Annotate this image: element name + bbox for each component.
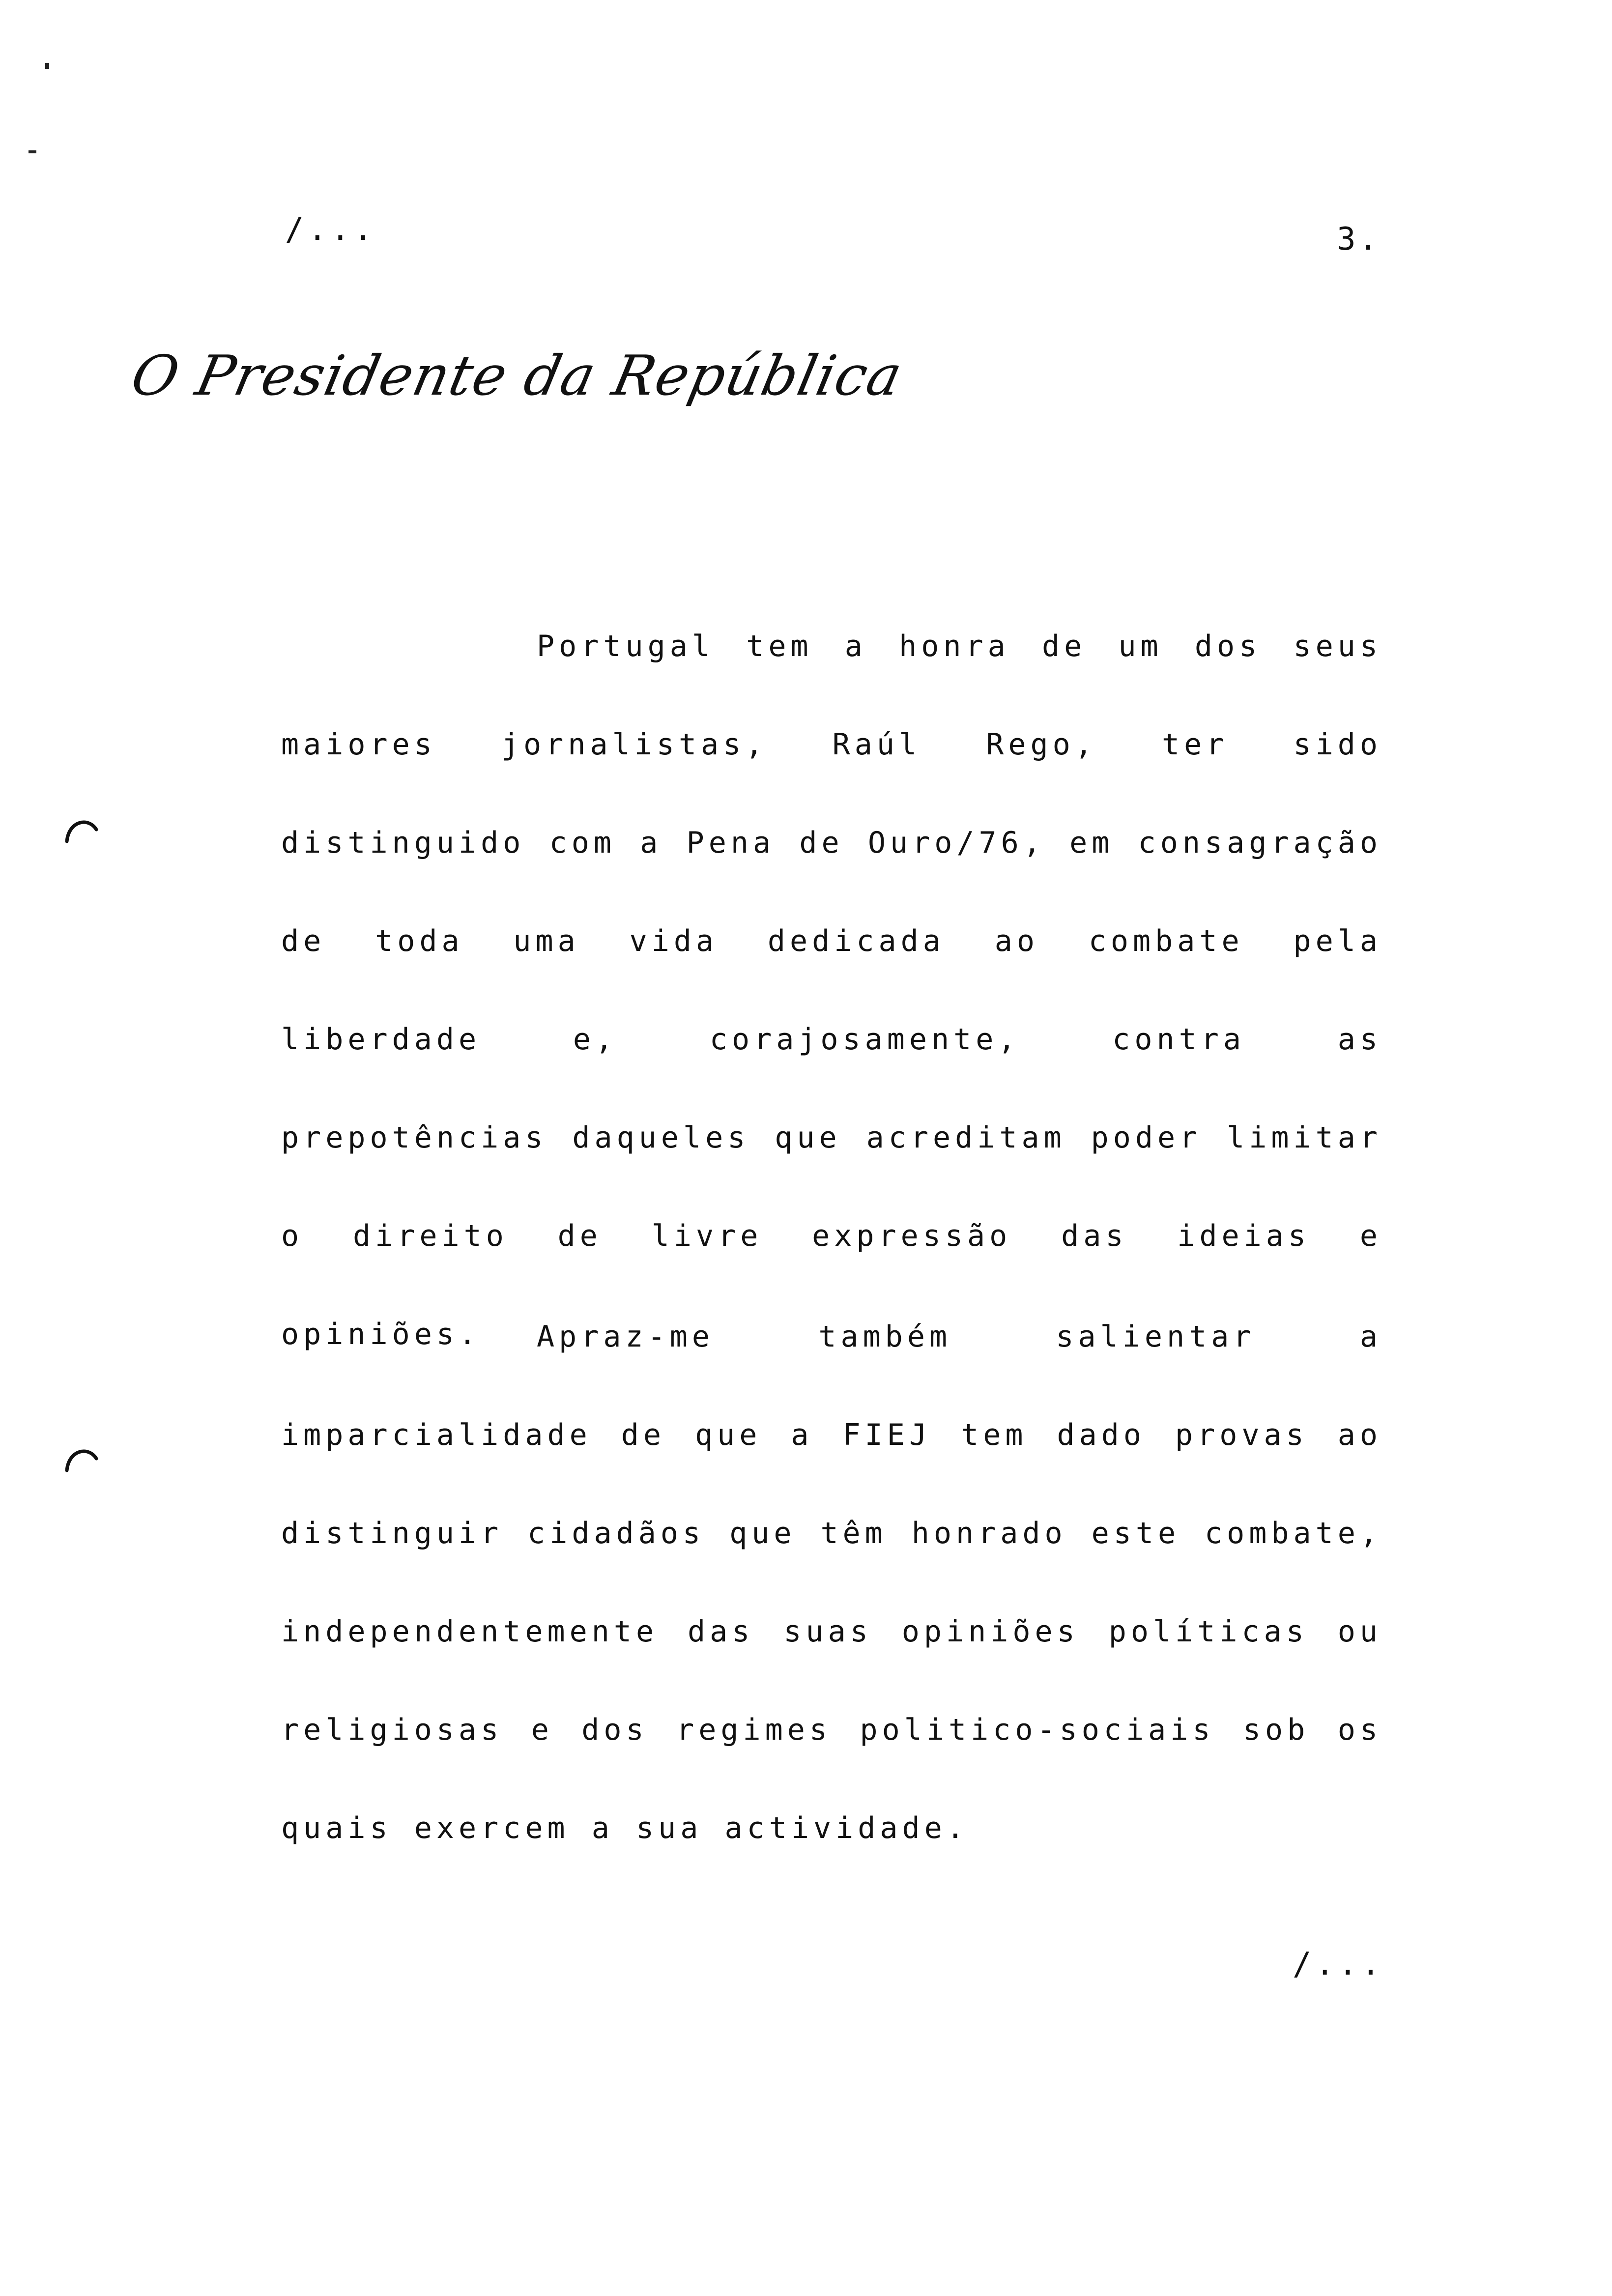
page-number: 3. [1337, 221, 1381, 258]
punch-hole-arc-icon [64, 816, 98, 845]
body-paragraph: Portugal tem a honra de um dos seus maiores jornalistas, Raúl Rego, ter sido distinguido com a Pena de Ouro/76, em consagração de toda uma vida dedicada ao combate pela liberdade e, corajosamente, contra as prepotências daqueles que acreditam poder limitar o direito de livre expressão das ideias e opiniões. [281, 629, 1382, 1351]
continuation-marker-bottom: /... [1293, 1946, 1384, 1982]
scan-speck [45, 63, 49, 69]
punch-hole-arc-icon [64, 1445, 98, 1474]
scan-speck [29, 150, 36, 153]
continuation-marker-top: /... [285, 211, 377, 248]
body-paragraph: Apraz-me também salientar a imparcialidade de que a FIEJ tem dado provas ao distinguir cidadãos que têm honrado este combate, independentemente das suas opiniões políticas ou religiosas e dos regimes politico-sociais sob os quais exercem a sua actividade. [281, 1320, 1382, 1845]
letterhead: O Presidente da República [126, 344, 909, 408]
